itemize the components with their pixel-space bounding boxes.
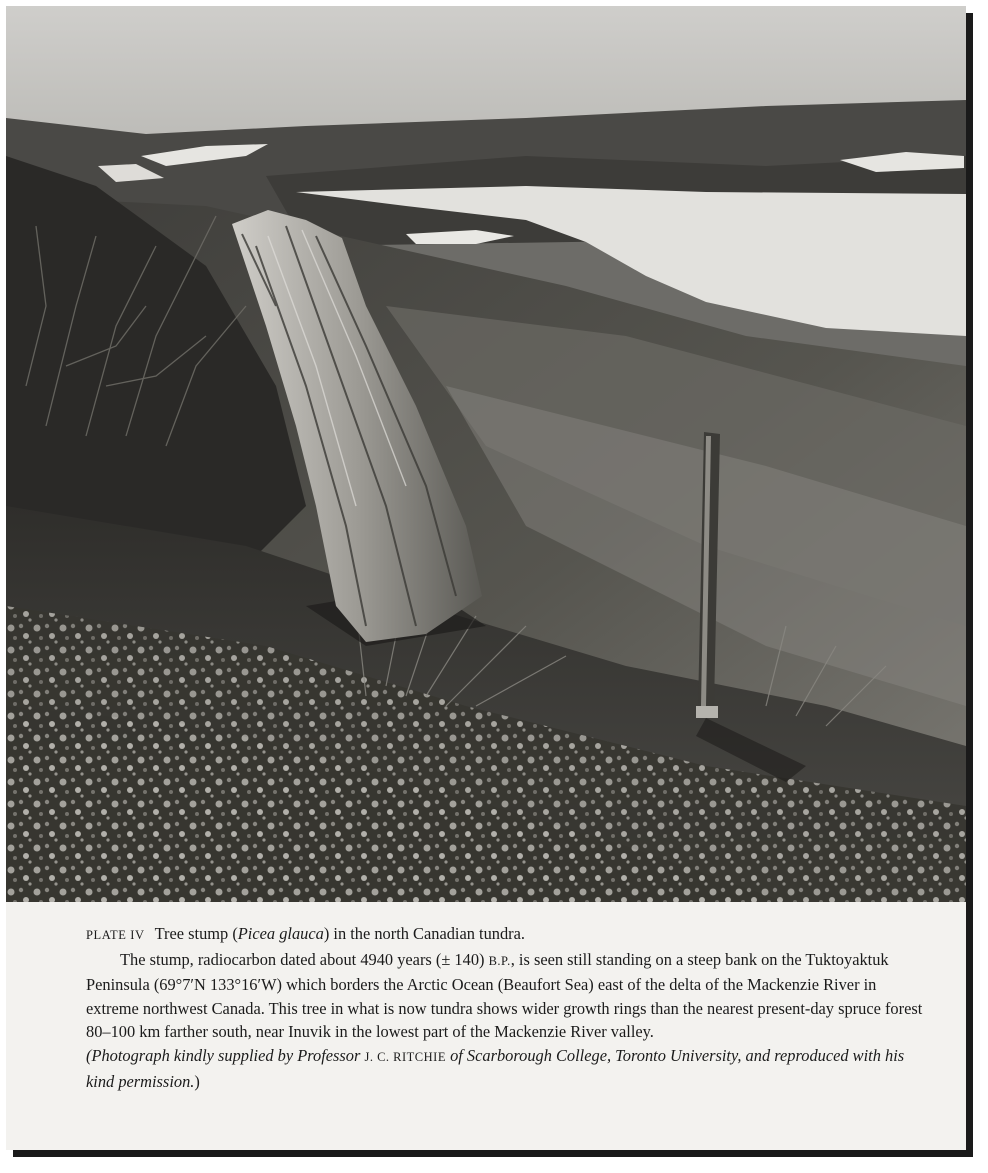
- plate-label: PLATE IV: [86, 928, 145, 942]
- credit-name: J. C. RITCHIE: [364, 1049, 446, 1064]
- credit-mid: of Scarborough College, Toronto University, and reproduced with his kind permission.: [86, 1045, 905, 1091]
- photo-credit: [86, 1044, 926, 1093]
- description-part-2: , is seen still standing on a steep bank on the Tuktoyaktuk Peninsula (69°7′N 133°16′W) which borders the Arctic Ocean (Beaufort Sea) east of the delta of the Mackenzie River in extreme northwest Canada. This tree in what is now tundra shows wider growth rings than the nearest present-day spruce forest 80–100 km farther south, near Inuvik in the lowest part of the Mackenzie River valley.: [86, 949, 923, 1042]
- plate-title-line: [86, 922, 926, 948]
- plate-caption: [86, 922, 926, 1093]
- tundra-photograph: [6, 6, 966, 902]
- species-name: Picea glauca: [237, 924, 324, 943]
- credit-pre: (Photograph kindly supplied by Professor: [86, 1045, 365, 1065]
- description-part-1: The stump, radiocarbon dated about 4940 years (± 140): [120, 949, 489, 969]
- book-page: [6, 6, 966, 1150]
- description-paragraph: [86, 948, 926, 1044]
- plate-title-post: ) in the north Canadian tundra.: [323, 924, 526, 943]
- plate-title-pre: Tree stump (: [154, 924, 238, 943]
- credit-close: ): [194, 1071, 200, 1091]
- before-present-abbrev: B.P.: [488, 953, 511, 968]
